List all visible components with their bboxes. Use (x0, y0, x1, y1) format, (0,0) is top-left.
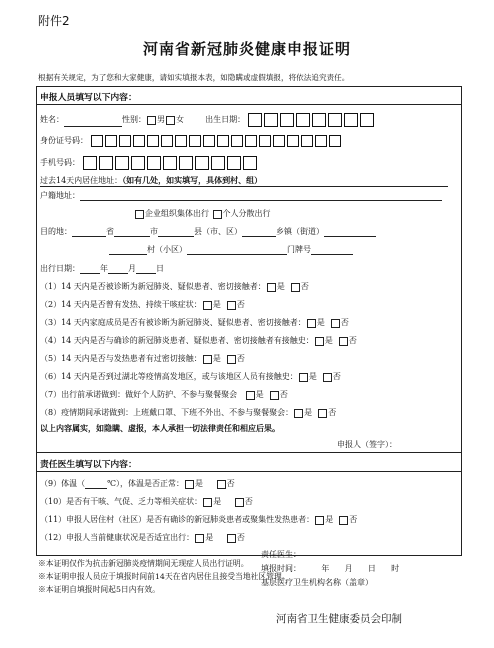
q6-yes-checkbox[interactable] (299, 373, 308, 382)
question-7: （7）出行前承诺做到：做好个人防护、不参与聚餐聚会 是 否 (40, 390, 288, 399)
q5-no-checkbox[interactable] (227, 355, 236, 364)
q10-no-checkbox[interactable] (235, 498, 244, 507)
female-label: 女 (176, 115, 184, 124)
departure-label: 出行日期： (40, 264, 80, 273)
female-checkbox[interactable] (166, 116, 175, 125)
destination-label: 目的地： (40, 227, 72, 236)
residence-hint: （如有几处，如实填写，具体到村、组） (122, 175, 263, 185)
phone-row (40, 156, 259, 170)
q11-yes-checkbox[interactable] (315, 516, 324, 525)
issuer-label: 河南省卫生健康委员会印制 (276, 613, 402, 625)
q4-no-checkbox[interactable] (339, 337, 348, 346)
dest-village: 村（小区） (147, 245, 187, 254)
page-title: 河南省新冠肺炎健康申报证明 (142, 40, 351, 58)
temperature-field[interactable] (85, 479, 107, 489)
company-travel-label: 企业组织集体出行 (145, 209, 209, 218)
day-label: 日 (156, 264, 164, 273)
dest-city: 市 (150, 227, 158, 236)
residence-label: 过去14天内居住地址： (40, 176, 123, 185)
phone-label: 手机号码： (40, 158, 80, 167)
id-number-boxes[interactable] (91, 136, 343, 145)
divider (37, 104, 461, 105)
dest-province: 省 (106, 227, 114, 236)
q12-yes-checkbox[interactable] (195, 534, 204, 543)
q2-yes-checkbox[interactable] (203, 301, 212, 310)
residence-row (40, 175, 262, 186)
male-label: 男 (157, 115, 165, 124)
q4-yes-checkbox[interactable] (315, 337, 324, 346)
dest-town: 乡镇（街道） (276, 227, 324, 236)
q3-yes-checkbox[interactable] (307, 319, 316, 328)
question-11: （11）申报人居住村（社区）是否有确诊的新冠肺炎患者或聚集性发热患者： 是 否 (40, 515, 358, 524)
q9-no-checkbox[interactable] (217, 480, 226, 489)
question-12: （12）申报人当前健康状况是否适宜出行： 是 否 (40, 533, 245, 542)
divider (37, 471, 461, 472)
personal-travel-label: 个人分散出行 (222, 209, 271, 218)
q8-no-checkbox[interactable] (318, 409, 327, 418)
dest-county: 县（市、区） (194, 227, 242, 236)
q8-yes-checkbox[interactable] (294, 409, 303, 418)
gender-label: 性别： (122, 115, 146, 124)
fill-time-row: 填报时间： 年 月 日 时 (261, 564, 400, 573)
doctor-label[interactable]: 责任医生： (261, 550, 301, 559)
household-field[interactable] (80, 191, 442, 201)
q7-no-checkbox[interactable] (270, 391, 279, 400)
month-label: 月 (128, 264, 136, 273)
q11-no-checkbox[interactable] (339, 516, 348, 525)
household-label: 户籍地址： (40, 191, 80, 200)
birth-label: 出生日期： (205, 115, 246, 124)
q7-yes-checkbox[interactable] (246, 391, 255, 400)
id-row (40, 135, 343, 147)
personal-travel-checkbox[interactable] (213, 210, 222, 219)
male-checkbox[interactable] (147, 116, 156, 125)
institution-label[interactable]: 基层医疗卫生机构名称（盖章） (261, 578, 373, 587)
q1-yes-checkbox[interactable] (267, 283, 276, 292)
doctor-section-header: 责任医生填写以下内容： (40, 460, 137, 470)
divider (37, 452, 461, 453)
name-row (40, 113, 376, 127)
question-5: （5）14 天内是否与发热患者有过密切接触： 是 否 (40, 354, 245, 363)
household-row (40, 190, 442, 201)
company-travel-checkbox[interactable] (135, 210, 144, 219)
question-4: （4）14 天内是否与确诊的新冠肺炎患者、疑似患者、密切接触者有接触史： 是 否 (40, 336, 357, 345)
statement: 以上内容属实，如隐瞒、虚报，本人承担一切法律责任和相应后果。 (40, 423, 280, 433)
question-8: （8）疫情期间承诺做到：上班戴口罩、下班不外出、不参与聚餐聚会： 是 否 (40, 408, 337, 417)
departure-row (40, 263, 164, 274)
birth-date-boxes[interactable] (248, 115, 376, 124)
question-6: （6）14 天内是否到过湖北等疫情高发地区，或与该地区人员有接触史： 是 否 (40, 372, 341, 381)
question-2: （2）14 天内是否曾有发热、持续干咳症状： 是 否 (40, 300, 245, 309)
question-1: （1）14 天内是否被诊断为新冠肺炎、疑似患者、密切接触者： 是 否 (40, 282, 309, 291)
q12-no-checkbox[interactable] (227, 534, 236, 543)
question-10: （10）是否有干咳、气促、乏力等相关症状： 是 否 (40, 497, 253, 506)
q6-no-checkbox[interactable] (323, 373, 332, 382)
destination-row (40, 226, 376, 237)
applicant-signature[interactable]: 申报人（签字）： (337, 440, 397, 449)
destination-row-2 (109, 244, 353, 255)
note-2: ※本证明申报人员应于填报时间前14天在省内居住且接受当地社区管理。 (38, 572, 290, 581)
residence-line[interactable] (40, 186, 448, 187)
id-label: 身份证号码： (40, 136, 88, 145)
q1-no-checkbox[interactable] (291, 283, 300, 292)
intro-text: 根据有关规定，为了您和大家健康，请如实填报本表，如隐瞒或虚假填报，将依法追究责任。 (38, 73, 350, 82)
q2-no-checkbox[interactable] (227, 301, 236, 310)
name-field[interactable] (64, 117, 122, 127)
question-9: （9）体温（ ℃），体温是否正常： 是 否 (40, 479, 235, 488)
q10-yes-checkbox[interactable] (203, 498, 212, 507)
applicant-section-header: 申报人员填写以下内容： (40, 93, 137, 103)
name-label: 姓名： (40, 115, 64, 124)
q3-no-checkbox[interactable] (331, 319, 340, 328)
travel-mode-row (134, 208, 271, 219)
q9-yes-checkbox[interactable] (185, 480, 194, 489)
year-label: 年 (100, 264, 108, 273)
attachment-label: 附件2 (38, 14, 70, 28)
note-1: ※本证明仅作为抗击新冠肺炎疫情期间无现症人员出行证明。 (38, 559, 249, 568)
phone-number-boxes[interactable] (83, 158, 259, 167)
note-3: ※本证明自填报时间起5日内有效。 (38, 585, 160, 594)
dest-house: 门牌号 (287, 245, 311, 254)
question-3: （3）14 天内家庭成员是否有被诊断为新冠肺炎、疑似患者、密切接触者： 是 否 (40, 318, 349, 327)
q5-yes-checkbox[interactable] (203, 355, 212, 364)
